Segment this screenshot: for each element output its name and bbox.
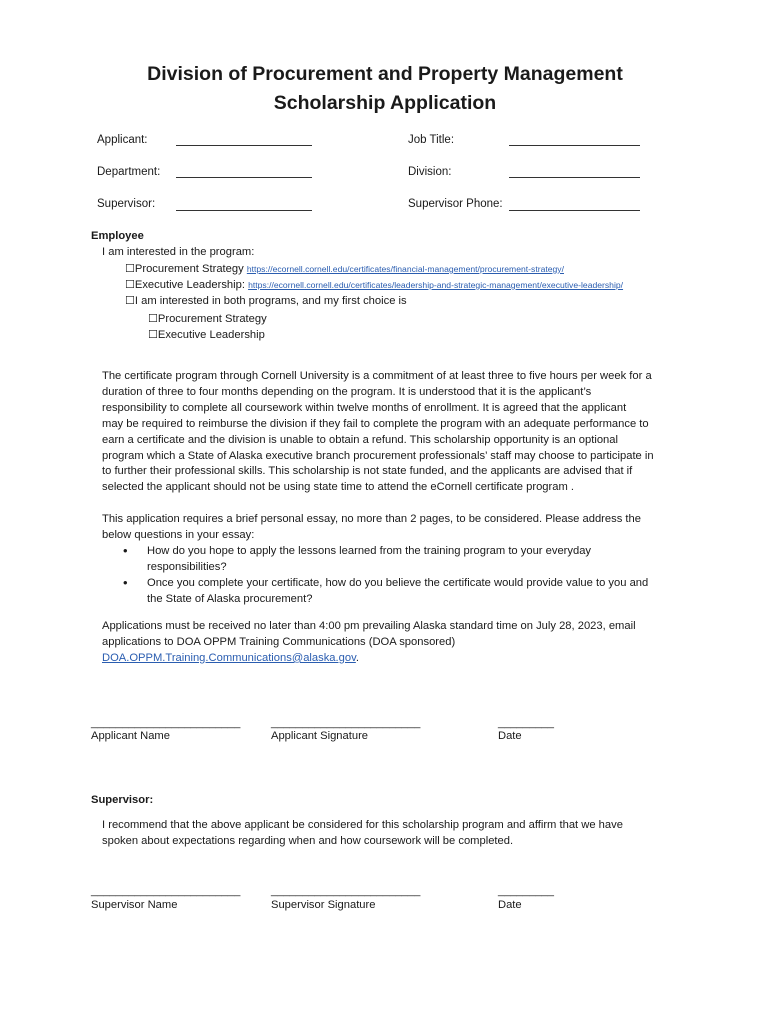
applicant-date-label: Date — [498, 730, 522, 742]
applicant-signature-label: Applicant Signature — [271, 730, 369, 742]
sub-option-procurement-strategy: ☐Procurement Strategy — [148, 312, 267, 325]
submission-instructions: Applications must be received no later than 4:00 pm prevailing Alaska standard time on July 28, 2023, email applications to DOA OPPM Training Communications (DOA sponsored) DOA.OPPM.Training.Communications@alaska.gov. — [102, 620, 636, 664]
employee-heading: Employee — [91, 230, 144, 242]
supervisor-date-line[interactable]: _________ — [498, 885, 554, 897]
supervisor-phone-field[interactable] — [509, 210, 640, 211]
email-link[interactable]: DOA.OPPM.Training.Communications@alaska.gov — [102, 651, 356, 664]
supervisor-date-label: Date — [498, 899, 522, 911]
bullet-marker: • — [123, 543, 128, 558]
option-executive-leadership: ☐Executive Leadership: https://ecornell.cornell.edu/certificates/leadership-and-strategic-management/executive-leadership/ — [125, 278, 624, 291]
essay-instructions: This application requires a brief personal essay, no more than 2 pages, to be considered. Please address the below questions in your essay: — [102, 513, 641, 541]
department-field[interactable] — [176, 177, 312, 178]
sub-option-executive-leadership: ☐Executive Leadership — [148, 328, 265, 341]
checkbox-both-programs[interactable]: ☐ — [125, 294, 135, 307]
procurement-strategy-link[interactable]: https://ecornell.cornell.edu/certificates/financial-management/procurement-strategy/ — [246, 264, 564, 274]
essay-question-1: How do you hope to apply the lessons learned from the training program to your everyday responsibilities? — [147, 545, 592, 573]
applicant-name-label: Applicant Name — [91, 730, 170, 742]
division-label: Division: — [408, 166, 452, 178]
supervisor-signature-label: Supervisor Signature — [271, 899, 376, 911]
applicant-name-line[interactable]: ________________________ — [91, 717, 241, 729]
essay-question-2: Once you complete your certificate, how do you believe the certificate would provide value to you and the State of Alaska procurement? — [147, 577, 649, 605]
executive-leadership-link[interactable]: https://ecornell.cornell.edu/certificates/leadership-and-strategic-management/executive-leadership/ — [248, 280, 624, 290]
applicant-label: Applicant: — [97, 134, 148, 146]
job-title-label: Job Title: — [408, 134, 455, 146]
supervisor-field[interactable] — [176, 210, 312, 211]
applicant-date-line[interactable]: _________ — [498, 717, 554, 729]
program-intro: I am interested in the program: — [102, 246, 255, 258]
checkbox-first-choice-executive[interactable]: ☐ — [148, 328, 158, 341]
job-title-field[interactable] — [509, 145, 640, 146]
supervisor-signature-line[interactable]: ________________________ — [271, 885, 421, 897]
applicant-field[interactable] — [176, 145, 312, 146]
supervisor-phone-label: Supervisor Phone: — [408, 198, 503, 210]
program-description: The certificate program through Cornell University is a commitment of at least three to five hours per week for a duration of three to four months depending on the program. It is understood that it is the applicant’s responsibility to complete all coursework within twelve months of enrollment. It is agreed that the applicant may be required to reimburse the division if they fail to complete the program with an adequate performance to earn a certificate and the division is unable to obtain a refund. This scholarship opportunity is an optional program which a State of Alaska executive branch procurement professionals’ staff may choose to participate in to further their professional skills. This scholarship is not state funded, and the applicants are advised that if selected the applicant should not be using state time to attend the eCornell certificate program . — [102, 370, 654, 494]
division-field[interactable] — [509, 177, 640, 178]
option-both-programs: ☐I am interested in both programs, and my first choice is — [125, 294, 407, 307]
supervisor-recommendation: I recommend that the above applicant be considered for this scholarship program and affirm that we have spoken about expectations regarding when and how coursework will be completed. — [102, 819, 623, 847]
page-subtitle: Scholarship Application — [273, 92, 497, 114]
applicant-signature-line[interactable]: ________________________ — [271, 717, 421, 729]
department-label: Department: — [97, 166, 161, 178]
supervisor-name-line[interactable]: ________________________ — [91, 885, 241, 897]
checkbox-executive-leadership[interactable]: ☐ — [125, 278, 135, 291]
checkbox-first-choice-procurement[interactable]: ☐ — [148, 312, 158, 325]
bullet-marker: • — [123, 575, 128, 590]
page-title: Division of Procurement and Property Management — [147, 63, 623, 85]
supervisor-name-label: Supervisor Name — [91, 899, 178, 911]
option-procurement-strategy: ☐Procurement Strategy https://ecornell.cornell.edu/certificates/financial-management/procurement-strategy/ — [125, 262, 564, 275]
supervisor-label: Supervisor: — [97, 198, 156, 210]
supervisor-heading: Supervisor: — [91, 794, 154, 806]
checkbox-procurement-strategy[interactable]: ☐ — [125, 262, 135, 275]
